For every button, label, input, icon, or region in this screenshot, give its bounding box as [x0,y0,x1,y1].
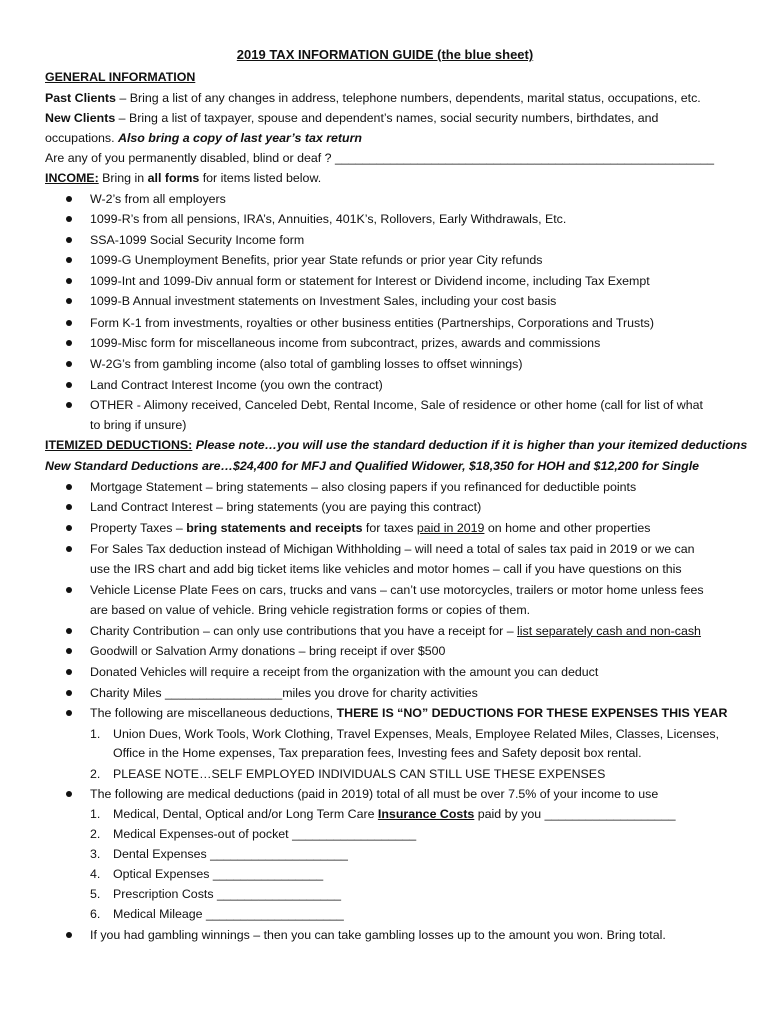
deduction-item: Vehicle License Plate Fees on cars, trucks and vans – can’t use motorcycles, trailers or motor home unless fees [90,583,704,597]
medical-number: 1. [90,807,101,821]
med1-text-a: Medical, Dental, Optical and/or Long Term Care [113,807,378,821]
income-intro-bold: all forms [147,171,200,185]
deduction-item: If you had gambling winnings – then you can take gambling losses up to the amount you won. Bring total. [90,928,666,942]
bullet-icon [66,402,72,408]
bullet-icon [66,278,72,284]
misc-bold: THERE IS “NO” DEDUCTIONS FOR THESE EXPENSES THIS YEAR [336,706,728,720]
medical-item: Dental Expenses ____________________ [113,847,348,861]
income-intro-text-a: Bring in [98,171,148,185]
medical-number: 6. [90,907,101,921]
charity-underline: list separately cash and non-cash [517,624,701,638]
general-heading: GENERAL INFORMATION [45,70,196,84]
deduction-item: For Sales Tax deduction instead of Michigan Withholding – will need a total of sales tax paid in 2019 or we can [90,542,695,556]
property-text-c: on home and other properties [484,521,651,535]
property-underline: paid in 2019 [416,521,485,535]
income-item: 1099-B Annual investment statements on Investment Sales, including your cost basis [90,294,557,308]
medical-item: Medical Mileage ____________________ [113,907,344,921]
new-clients-text: – Bring a list of taxpayer, spouse and dependent’s names, social security numbers, birthdates, and [115,111,659,125]
new-clients-emphasis: Also bring a copy of last year’s tax return [118,131,363,145]
income-item: 1099-Int and 1099-Div annual form or statement for Interest or Dividend income, including Tax Exempt [90,274,650,288]
itemized-label: ITEMIZED DEDUCTIONS: [45,438,193,452]
income-intro [45,170,321,186]
charity-text: Charity Contribution – can only use contributions that you have a receipt for – [90,624,518,638]
past-clients-text: – Bring a list of any changes in address, telephone numbers, dependents, marital status, occupations, etc. [115,91,701,105]
new-clients-text-2: occupations. [45,131,119,145]
new-clients-label: New Clients [45,111,116,125]
bullet-icon [66,340,72,346]
bullet-icon [66,587,72,593]
deduction-item: Charity Miles _________________miles you drove for charity activities [90,686,478,700]
deduction-item: Land Contract Interest – bring statements (you are paying this contract) [90,500,482,514]
bullet-icon [66,216,72,222]
bullet-icon [66,382,72,388]
deduction-item-property [90,520,650,536]
itemized-heading [45,437,747,453]
itemized-note: Please note…you will use the standard deduction if it is higher than your itemized deductions [192,438,748,452]
misc-number: 1. [90,727,101,741]
misc-item: PLEASE NOTE…SELF EMPLOYED INDIVIDUALS CAN STILL USE THESE EXPENSES [113,767,606,781]
bullet-icon [66,196,72,202]
past-clients-line [45,90,701,106]
property-text-a: Property Taxes – [90,521,187,535]
misc-item-continued: Office in the Home expenses, Tax preparation fees, Investing fees and Safety deposit box rental. [113,746,642,760]
income-item: W-2G’s from gambling income (also total of gambling losses to offset winnings) [90,357,523,371]
deduction-item: The following are medical deductions (paid in 2019) total of all must be over 7.5% of your income to use [90,787,659,801]
medical-item-insurance [113,806,676,822]
bullet-icon [66,298,72,304]
income-item: Form K-1 from investments, royalties or other business entities (Partnerships, Corporations and Trusts) [90,316,654,330]
bullet-icon [66,361,72,367]
deduction-item-misc [90,705,727,721]
bullet-icon [66,525,72,531]
misc-number: 2. [90,767,101,781]
income-item: SSA-1099 Social Security Income form [90,233,305,247]
med1-bold-underline: Insurance Costs [377,807,475,821]
new-clients-line-2 [45,130,362,146]
bullet-icon [66,710,72,716]
bullet-icon [66,546,72,552]
misc-text: The following are miscellaneous deductions, [90,706,337,720]
income-item-continued: to bring if unsure) [90,418,187,432]
past-clients-label: Past Clients [45,91,116,105]
bullet-icon [66,484,72,490]
bullet-icon [66,628,72,634]
deduction-item: Goodwill or Salvation Army donations – bring receipt if over $500 [90,644,446,658]
medical-item: Optical Expenses ________________ [113,867,324,881]
income-item: W-2’s from all employers [90,192,226,206]
medical-item: Medical Expenses-out of pocket __________________ [113,827,417,841]
disabled-question: Are any of you permanently disabled, blind or deaf ? _______________________________________________________ [45,151,714,165]
medical-number: 5. [90,887,101,901]
income-item: 1099-G Unemployment Benefits, prior year State refunds or prior year City refunds [90,253,543,267]
deduction-item-continued: are based on value of vehicle. Bring vehicle registration forms or copies of them. [90,603,531,617]
income-item: 1099-R’s from all pensions, IRA’s, Annuities, 401K’s, Rollovers, Early Withdrawals, Etc. [90,212,567,226]
med1-text-b: paid by you ___________________ [474,807,676,821]
deduction-item: Donated Vehicles will require a receipt from the organization with the amount you can deduct [90,665,599,679]
standard-deduction-line: New Standard Deductions are…$24,400 for MFJ and Qualified Widower, $18,350 for HOH and $12,200 for Single [45,459,700,473]
new-clients-line [45,110,658,126]
bullet-icon [66,257,72,263]
deduction-item: Mortgage Statement – bring statements – also closing papers if you refinanced for deductible points [90,480,637,494]
bullet-icon [66,690,72,696]
medical-item: Prescription Costs __________________ [113,887,342,901]
property-bold: bring statements and receipts [186,521,363,535]
property-text-b: for taxes [362,521,417,535]
medical-number: 2. [90,827,101,841]
deduction-item-continued: use the IRS chart and add big ticket items like vehicles and motor homes – call if you have questions on this [90,562,682,576]
income-item: OTHER - Alimony received, Canceled Debt, Rental Income, Sale of residence or other home (call for list of what [90,398,703,412]
medical-number: 3. [90,847,101,861]
bullet-icon [66,237,72,243]
bullet-icon [66,932,72,938]
income-label: INCOME: [45,171,99,185]
income-item: Land Contract Interest Income (you own the contract) [90,378,383,392]
bullet-icon [66,648,72,654]
bullet-icon [66,504,72,510]
income-item: 1099-Misc form for miscellaneous income from subcontract, prizes, awards and commissions [90,336,601,350]
page-title: 2019 TAX INFORMATION GUIDE (the blue sheet) [236,47,534,62]
income-intro-text-b: for items listed below. [199,171,322,185]
deduction-item-charity [90,623,701,639]
bullet-icon [66,669,72,675]
bullet-icon [66,791,72,797]
medical-number: 4. [90,867,101,881]
misc-item: Union Dues, Work Tools, Work Clothing, Travel Expenses, Meals, Employee Related Miles, Classes, Licenses, [113,727,720,741]
bullet-icon [66,320,72,326]
